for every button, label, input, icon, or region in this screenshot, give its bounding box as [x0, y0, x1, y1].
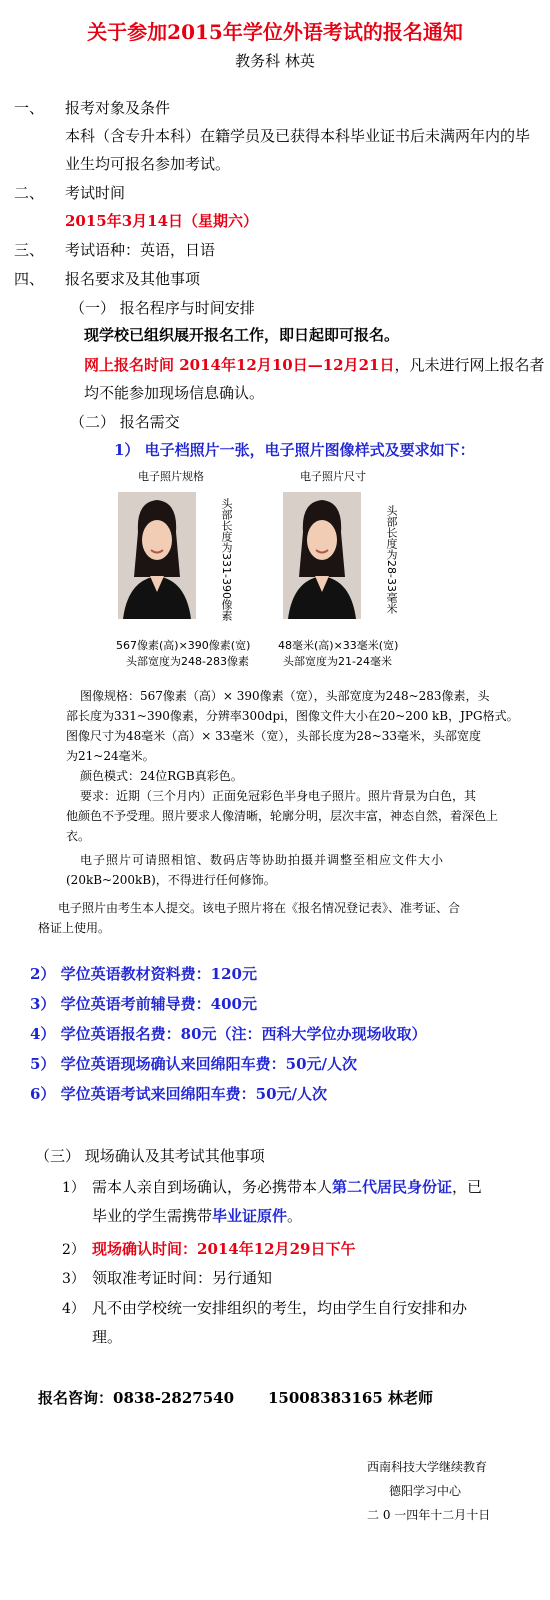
page-title: 关于参加2015年学位外语考试的报名通知: [87, 20, 463, 44]
item3: 领取准考证时间：另行通知: [92, 1269, 273, 1287]
footer-center: 德阳学习中心: [389, 1484, 462, 1498]
item1-line1: [92, 1176, 482, 1197]
spec-p4c: 衣。: [66, 829, 91, 843]
sec1-line1: 本科（含专升本科）在籍学员及已获得本科毕业证书后未满两年内的毕: [65, 127, 531, 145]
item1-line2b: 。: [287, 1207, 303, 1225]
spec-p5b: (20kB~200kB)，不得进行任何修饰。: [66, 873, 276, 887]
left-cap1: 567像素(高)×390像素(宽): [116, 639, 251, 652]
spec-p5a: 电子照片可请照相馆、数码店等协助拍摄并调整至相应文件大小: [80, 853, 445, 867]
item1-line2: [92, 1205, 302, 1226]
sub1-bold: 现学校已组织展开报名工作，即日起即可报名。: [84, 326, 400, 344]
item1-a: 需本人亲自到场确认，务必携带本人: [92, 1178, 333, 1196]
fee-item: 4） 学位英语报名费：80元（注：西科大学位办现场收取）: [30, 1025, 427, 1043]
sec1-num: 一、: [14, 99, 45, 117]
diploma: 毕业证原件: [212, 1207, 288, 1225]
item2-num: 2）: [62, 1242, 85, 1258]
contact-phone: 15008383165 林老师: [268, 1389, 434, 1407]
sec2-num: 二、: [14, 184, 45, 202]
spec-p3: 颜色模式：24位RGB真彩色。: [80, 769, 243, 783]
id-card: 第二代居民身份证: [332, 1178, 453, 1196]
online-registration-time: 网上报名时间 2014年12月10日—12月21日: [84, 356, 395, 374]
sec1-line2: 业生均可报名参加考试。: [65, 155, 231, 173]
sample-photo-left: [118, 492, 196, 619]
right-cap1: 48毫米(高)×33毫米(宽): [278, 639, 399, 652]
sec2-label: 考试时间: [65, 184, 126, 202]
confirm-time: 现场确认时间：2014年12月29日下午: [92, 1240, 356, 1258]
left-vertical-label: 头部长度为331-390像素: [220, 498, 233, 621]
fee-item: 5） 学位英语现场确认来回绵阳车费：50元/人次: [30, 1055, 358, 1073]
photo-spec-title: 电子照片规格: [138, 470, 204, 483]
photo-item: 1） 电子档照片一张，电子照片图像样式及要求如下：: [114, 441, 475, 459]
fee-item: 2） 学位英语教材资料费：120元: [30, 965, 257, 983]
author: 教务科 林英: [235, 52, 315, 70]
spec-p6a: 电子照片由考生本人提交。该电子照片将在《报名情况登记表》、准考证、合: [58, 901, 461, 915]
footer-date: 二 0 一四年十二月十日: [367, 1508, 491, 1522]
spec-p6b: 格证上使用。: [38, 921, 111, 935]
spec-p1b: 部长度为331~390像素，分辨率300dpi，图像文件大小在20~200 kB，JPG格式。: [66, 709, 519, 723]
sec3-label: 考试语种：英语，日语: [65, 241, 216, 259]
left-cap2: 头部宽度为248-283像素: [126, 655, 249, 668]
item4b: 理。: [92, 1328, 123, 1346]
item4-num: 4）: [62, 1301, 85, 1317]
spec-p2a: 图像尺寸为48毫米（高）× 33毫米（宽），头部长度为28~33毫米，头部宽度: [66, 729, 482, 743]
sub1-line2: 均不能参加现场信息确认。: [84, 384, 265, 402]
item1-num: 1）: [62, 1180, 85, 1196]
spec-p2b: 为21~24毫米。: [66, 749, 155, 763]
exam-date: 2015年3月14日（星期六）: [65, 212, 259, 230]
sec4-label: 报名要求及其他事项: [65, 270, 201, 288]
sub1-line: [84, 354, 544, 375]
contact-label: 报名咨询：0838-2827540: [38, 1389, 235, 1407]
sec4-num: 四、: [14, 270, 45, 288]
right-vertical-label: 头部长度为28-33毫米: [385, 505, 398, 614]
sub1-label: （一） 报名程序与时间安排: [70, 299, 255, 317]
spec-p4b: 他颜色不予受理。照片要求人像清晰，轮廓分明，层次丰富，神态自然，着深色上: [66, 809, 499, 823]
footer-org: 西南科技大学继续教育: [367, 1460, 488, 1474]
sample-photo-right: [283, 492, 361, 619]
spec-p4a: 要求：近期（三个月内）正面免冠彩色半身电子照片。照片背景为白色，其: [80, 789, 477, 803]
item1-b: ，已: [452, 1178, 483, 1196]
sub3-label: （三） 现场确认及其考试其他事项: [35, 1147, 265, 1165]
spec-p1a: 图像规格：567像素（高）× 390像素（宽），头部宽度为248~283像素，头: [80, 689, 490, 703]
item3-num: 3）: [62, 1271, 85, 1287]
fee-item: 6） 学位英语考试来回绵阳车费：50元/人次: [30, 1085, 328, 1103]
fee-item: 3） 学位英语考前辅导费：400元: [30, 995, 257, 1013]
sub1-rest: ，凡未进行网上报名者: [394, 356, 545, 374]
sub2-label: （二） 报名需交: [70, 413, 180, 431]
item4a: 凡不由学校统一安排组织的考生，均由学生自行安排和办: [92, 1299, 468, 1317]
sec1-label: 报考对象及条件: [65, 99, 171, 117]
right-cap2: 头部宽度为21-24毫米: [283, 655, 392, 668]
sec3-num: 三、: [14, 241, 45, 259]
photo-size-title: 电子照片尺寸: [300, 470, 366, 483]
item1-line2a: 毕业的学生需携带: [92, 1207, 213, 1225]
